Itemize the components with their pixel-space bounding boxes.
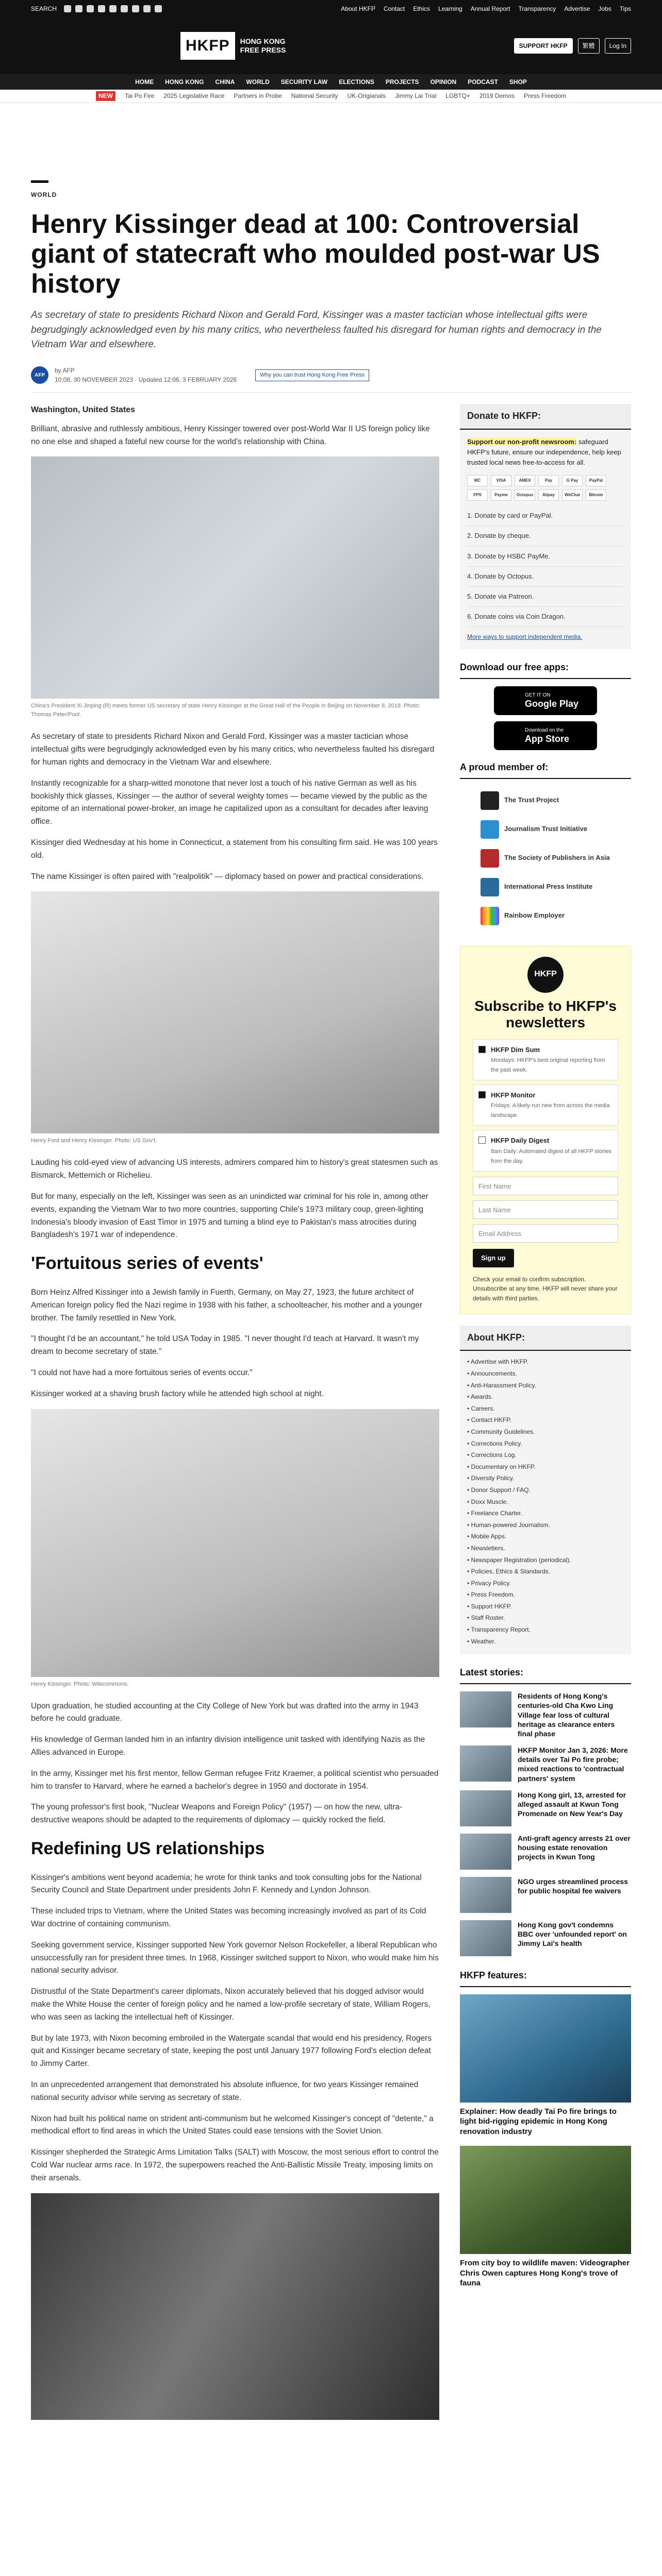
option-title: HKFP Monitor — [491, 1091, 536, 1099]
google-play-button[interactable] — [494, 686, 597, 715]
latest-headline[interactable]: Anti-graft agency arrests 21 over housing estate renovation projects in Kwun Tong — [518, 1834, 631, 1861]
option-title: HKFP Dim Sum — [491, 1045, 540, 1054]
kicker-line — [31, 180, 48, 183]
photo-mao-kissinger — [31, 2193, 439, 2420]
nav-item[interactable]: SECURITY LAW — [280, 78, 328, 86]
donate-body: safeguard HKFP's future, ensure our independence, help keep trusted local news free-to-access for all. — [467, 437, 621, 467]
nav-item[interactable]: PROJECTS — [385, 78, 419, 86]
first-name-input[interactable]: First Name — [473, 1177, 618, 1195]
subheading: Redefining US relationships — [31, 1838, 265, 1858]
latest-thumb — [460, 1834, 511, 1870]
about-link[interactable]: • Corrections Log. — [467, 1449, 631, 1461]
paragraph: Instantly recognizable for a sharp-witted monotone that never lost a touch of his native German as well as his bookishly thick glasses, Kissinger — the author of several weighty tomes — became viewed by the public as the epitome of an international power-broker, an image he capitalized upon as a consultant for decades after leaving office. — [31, 778, 428, 826]
paragraph: But by late 1973, with Nixon becoming embroiled in the Watergate scandal that would end his presidency, Rogers quit and Kissinger became secretary of state, keeping the post until January 1977 following Ford's election defeat to Jimmy Carter. — [31, 2033, 432, 2069]
donate-box — [460, 404, 631, 649]
top-link[interactable]: Advertise — [564, 5, 590, 12]
social-icons — [64, 5, 162, 12]
logo-line: HONG KONG — [240, 37, 286, 46]
paragraph: Lauding his cold-eyed view of advancing US interests, admirers compared him to history's great statesmen such as Bismarck, Metternich or Richelieu. — [31, 1158, 438, 1180]
topic-link[interactable]: Tai Po Fire — [124, 92, 155, 100]
sidebar — [460, 404, 631, 2423]
latest-thumb — [460, 1691, 511, 1727]
member-label: Journalism Trust Initiative — [504, 825, 588, 833]
nav-item[interactable]: WORLD — [246, 78, 270, 86]
logo-mark: HKFP — [180, 32, 235, 60]
topic-link[interactable]: Jimmy Lai Trial — [395, 92, 437, 100]
features-title: HKFP features: — [460, 1969, 631, 1987]
latest-thumb — [460, 1745, 511, 1782]
latest-item[interactable] — [460, 1877, 631, 1913]
top-link[interactable]: Tips — [619, 5, 631, 12]
latest-headline[interactable]: Residents of Hong Kong's centuries-old Cha Kwo Ling Village fear loss of cultural heritage as clearance enters final phase — [518, 1692, 615, 1738]
latest-thumb — [460, 1790, 511, 1826]
topic-link[interactable]: Partners in Probe — [234, 92, 282, 100]
about-link[interactable]: • Support HKFP. — [467, 1601, 631, 1613]
nav-item[interactable]: ELECTIONS — [339, 78, 374, 86]
about-link[interactable]: • Advertise with HKFP. — [467, 1356, 631, 1368]
nav-item[interactable]: SHOP — [509, 78, 527, 86]
member-item[interactable] — [460, 902, 631, 930]
donate-option[interactable]: 1. Donate by card or PayPal. — [467, 506, 624, 526]
about-link[interactable]: • Freelance Charter. — [467, 1507, 631, 1519]
facebook-icon[interactable] — [64, 5, 71, 12]
member-label: International Press Institute — [504, 883, 593, 891]
logo-text — [240, 37, 286, 55]
member-item[interactable] — [460, 815, 631, 844]
paragraph: These included trips to Vietnam, where the United States was becoming increasingly involved as part of its Cold War doctrine of containing communism. — [31, 1907, 426, 1929]
latest-item[interactable] — [460, 1745, 631, 1783]
author-avatar: AFP — [31, 366, 48, 384]
payment-icon: G Pay — [562, 475, 583, 486]
about-link[interactable]: • Human-powered Journalism. — [467, 1519, 631, 1531]
paragraph: "I could not have had a more fortuitous series of events occur." — [31, 1368, 253, 1377]
paragraph: Kissinger worked at a shaving brush factory while he attended high school at night. — [31, 1389, 324, 1398]
donate-option[interactable]: 4. Donate by Octopus. — [467, 567, 624, 587]
nav-item[interactable]: HONG KONG — [165, 78, 204, 86]
about-link[interactable]: • Awards. — [467, 1391, 631, 1403]
donate-text — [460, 430, 631, 475]
top-link[interactable]: Transparency — [518, 5, 556, 12]
about-link[interactable]: • Anti-Harassment Policy. — [467, 1380, 631, 1392]
site-logo[interactable] — [180, 32, 286, 60]
subheading: 'Fortuitous series of events' — [31, 1253, 263, 1274]
latest-item[interactable] — [460, 1834, 631, 1870]
about-link[interactable]: • Weather. — [467, 1636, 631, 1648]
about-link[interactable]: • Mobile Apps. — [467, 1531, 631, 1543]
email-icon[interactable] — [143, 5, 151, 12]
paragraph: Kissinger shepherded the Strategic Arms Limitation Talks (SALT) with Moscow, the most serious effort to control the Cold War nuclear arms race. In 1972, the superpowers reached the Anti-Ballistic Missile Treaty, imposing limits on their arsenals. — [31, 2148, 439, 2182]
latest-headline[interactable]: Hong Kong girl, 13, arrested for alleged assault at Kwun Tong Promenade on New Year's Day — [518, 1790, 626, 1818]
instagram-icon[interactable] — [87, 5, 94, 12]
about-link[interactable]: • Newsletters. — [467, 1543, 631, 1554]
member-title: A proud member of: — [460, 760, 631, 779]
support-button[interactable]: SUPPORT HKFP — [514, 38, 573, 54]
photo-caption: Henry Ford and Henry Kissinger. Photo: US Gov't. — [31, 1138, 157, 1144]
photo-ford-kissinger — [31, 891, 439, 1133]
topic-link[interactable]: 2025 Legislative Race — [163, 92, 225, 100]
top-link[interactable]: Annual Report — [470, 5, 510, 12]
checkbox-checked-icon[interactable] — [478, 1091, 486, 1098]
about-link[interactable]: • Donor Support / FAQ. — [467, 1484, 631, 1496]
payment-icon: VISA — [491, 475, 511, 486]
donate-options — [460, 506, 631, 627]
paragraph: The young professor's first book, "Nuclear Weapons and Foreign Policy" (1957) — on how the new, ultra-destructive weapons should be adapted to the requirements of diplomacy — quickly rocked the field. — [31, 1803, 403, 1825]
ipi-icon — [481, 878, 499, 896]
divider — [31, 392, 631, 393]
logo-line: FREE PRESS — [240, 46, 286, 54]
as-small: Download on the — [525, 727, 564, 733]
payment-icon: Pay — [538, 475, 559, 486]
paragraph: In an unprecedented arrangement that demonstrated his absolute influence, for two years Kissinger remained national security advisor while serving as secretary of state. — [31, 2080, 419, 2102]
donate-option[interactable]: 3. Donate by HSBC PayMe. — [467, 547, 624, 567]
paragraph: Distrustful of the State Department's career diplomats, Nixon accurately believed that his dogged advisor would make the White House the center of foreign policy and he named a low-profile secretary of state, William Rogers, who was seen as lacking the intellectual heft of Kissinger. — [31, 1987, 431, 2022]
site-header — [0, 18, 662, 74]
login-button[interactable]: Log In — [605, 38, 631, 54]
paragraph: As secretary of state to presidents Richard Nixon and Gerald Ford, Kissinger was a master tactician whose intellectual gifts were begrudgingly acknowledged even by his many critics, who nevertheless faulted his disregard for human rights and democracy in the Vietnam War and elsewhere. — [31, 732, 435, 767]
about-link[interactable]: • Community Guidelines. — [467, 1426, 631, 1438]
newsletter-title: Subscribe to HKFP's newsletters — [474, 997, 617, 1030]
nav-item[interactable]: PODCAST — [468, 78, 498, 86]
article-dates: 10:08, 30 NOVEMBER 2023 · Updated 12:06, 3 FEBRUARY 2026 — [55, 376, 237, 384]
latest-item[interactable] — [460, 1920, 631, 1956]
member-label: Rainbow Employer — [504, 911, 565, 920]
latest-item[interactable] — [460, 1790, 631, 1826]
donate-option[interactable]: 5. Donate via Patreon. — [467, 587, 624, 607]
payment-icon: Payme — [491, 489, 511, 501]
about-box — [460, 1326, 631, 1655]
option-desc: Fridays: A likely-run new from across the media landscape. — [491, 1103, 610, 1119]
payment-icon: Octopus — [515, 489, 535, 501]
photo-xi-kissinger — [31, 456, 439, 699]
paragraph: Upon graduation, he studied accounting at the City College of New York but was drafted into the army in 1943 before he could graduate. — [31, 1701, 419, 1723]
feature-headline[interactable]: Explainer: How deadly Tai Po fire brings to light bid-rigging epidemic in Hong Kong renovation industry — [460, 2107, 617, 2136]
payment-icon: MC — [467, 475, 488, 486]
paragraph: But for many, especially on the left, Kissinger was seen as an unindicted war criminal for his role in, among other events, expanding the Vietnam War to two more countries, supporting Chile's 1973 military coup, green-lighting Indonesia's bloody invasion of East Timor in 1975 and turning a blind eye to Pakistan's mass atrocities during Bangladesh's 1971 war of independence. — [31, 1192, 428, 1240]
top-link[interactable]: Jobs — [598, 5, 611, 12]
donate-highlight[interactable]: Support our non-profit newsroom: — [467, 437, 577, 446]
about-list — [460, 1351, 631, 1647]
language-button[interactable]: 繁體 — [578, 38, 600, 54]
option-desc: 8am Daily: Automated digest of all HKFP stories from the day. — [491, 1148, 611, 1164]
latest-thumb — [460, 1920, 511, 1956]
nav-item[interactable]: HOME — [135, 78, 154, 86]
x-icon[interactable] — [75, 5, 82, 12]
gp-big: Google Play — [525, 699, 579, 709]
paragraph: "I thought I'd be an accountant," he told USA Today in 1985. "I never thought I'd teach at Harvard. It wasn't my dream to become secretary of state." — [31, 1334, 419, 1357]
about-link[interactable]: • Press Freedom. — [467, 1589, 631, 1601]
top-link[interactable]: Learning — [438, 5, 462, 12]
nav-item[interactable]: CHINA — [215, 78, 235, 86]
telegram-icon[interactable] — [132, 5, 139, 12]
app-store-button[interactable] — [494, 721, 597, 750]
about-link[interactable]: • Doxx Muscle. — [467, 1496, 631, 1508]
youtube-icon[interactable] — [121, 5, 128, 12]
rss-icon[interactable] — [155, 5, 162, 12]
top-bar — [0, 0, 662, 18]
paragraph: Kissinger died Wednesday at his home in Connecticut, a statement from his consulting firm said. He was 100 years old. — [31, 838, 438, 860]
top-link[interactable]: About HKFP — [341, 5, 375, 12]
about-link[interactable]: • Transparency Report. — [467, 1624, 631, 1636]
member-label: The Trust Project — [504, 796, 559, 804]
about-link[interactable]: • Contact HKFP. — [467, 1414, 631, 1426]
about-link[interactable]: • Announcements. — [467, 1368, 631, 1380]
latest-headline[interactable]: Hong Kong gov't condemns BBC over 'unfounded report' on Jimmy Lai's health — [518, 1920, 627, 1948]
donate-option[interactable]: 2. Donate by cheque. — [467, 526, 624, 546]
latest-headline[interactable]: HKFP Monitor Jan 3, 2026: More details over Tai Po fire probe; mixed reactions to 'contractual partners' system — [518, 1746, 628, 1783]
latest-headline[interactable]: NGO urges streamlined process for public hospital fee waivers — [518, 1877, 628, 1895]
photo-kissinger — [31, 1409, 439, 1677]
payment-icon: PayPal — [586, 475, 606, 486]
search-link[interactable]: SEARCH — [31, 5, 57, 12]
more-ways-link[interactable]: More ways to support independent media. — [467, 633, 583, 641]
article-body — [31, 404, 439, 2423]
about-link[interactable]: • Corrections Policy. — [467, 1438, 631, 1450]
article-title: Henry Kissinger dead at 100: Controversial giant of statecraft who moulded post-war US history — [31, 209, 600, 299]
member-item[interactable] — [460, 844, 631, 873]
donate-option[interactable]: 6. Donate coins via Coin Dragon. — [467, 607, 624, 627]
option-desc: Mondays: HKFP's best original reporting from the past week. — [491, 1057, 605, 1074]
paragraph: His knowledge of German landed him in an infantry division intelligence unit tasked with identifying Nazis as the Allies advanced in Europe. — [31, 1735, 425, 1757]
photo-caption: Henry Kissinger. Photo: Wikicommons. — [31, 1681, 129, 1687]
byline — [31, 366, 631, 385]
about-title: About HKFP: — [460, 1326, 631, 1351]
payment-icon: Bitcoin — [586, 489, 606, 501]
as-big: App Store — [525, 734, 570, 744]
new-badge: NEW — [96, 91, 115, 101]
author-name[interactable]: by AFP — [55, 366, 75, 374]
latest-title: Latest stories: — [460, 1666, 631, 1684]
newsletter-option[interactable] — [473, 1084, 618, 1126]
about-link[interactable]: • Documentary on HKFP. — [467, 1461, 631, 1473]
nav-item[interactable]: OPINION — [430, 78, 457, 86]
checkbox-icon[interactable] — [478, 1137, 486, 1144]
jti-icon — [481, 820, 499, 839]
rainbow-icon — [481, 907, 499, 925]
latest-thumb — [460, 1877, 511, 1913]
trust-project-icon — [481, 791, 499, 810]
checkbox-checked-icon[interactable] — [478, 1046, 486, 1053]
feature-headline[interactable]: From city boy to wildlife maven: Videographer Chris Owen captures Hong Kong's trove of fauna — [460, 2259, 630, 2288]
signup-button[interactable]: Sign up — [473, 1249, 514, 1267]
member-item[interactable] — [460, 786, 631, 815]
apps-title: Download our free apps: — [460, 660, 631, 679]
sopa-icon — [481, 849, 499, 868]
standfirst: As secretary of state to presidents Richard Nixon and Gerald Ford, Kissinger was a master tactician whose intellectual gifts were begrudgingly acknowledged even by his many critics, who nevertheless faulted his disregard for human rights and democracy in the Vietnam War and elsewhere. — [31, 310, 602, 350]
topic-link[interactable]: National Security — [291, 92, 338, 100]
linkedin-icon[interactable] — [109, 5, 117, 12]
threads-icon[interactable] — [98, 5, 105, 12]
trust-link[interactable]: Why you can trust Hong Kong Free Press — [255, 369, 369, 381]
paragraph: Nixon had built his political name on strident anti-communism but he welcomed Kissinger's concept of "detente," a methodical effort to find areas in which the United States could ease tensions with the Soviet Union. — [31, 2114, 434, 2136]
payment-icon: WeChat — [562, 489, 583, 501]
topic-link[interactable]: LGBTQ+ — [445, 92, 470, 100]
section-label[interactable]: WORLD — [31, 191, 57, 198]
article-wrapper — [31, 103, 631, 2423]
top-links — [341, 4, 631, 14]
top-link[interactable]: Contact — [383, 5, 405, 12]
about-link[interactable]: • Policies, Ethics & Standards. — [467, 1566, 631, 1578]
paragraph: In the army, Kissinger met his first mentor, fellow German refugee Fritz Kraemer, a political scientist who persuaded him to transfer to Harvard, where he earned a bachelor's degree in 1950 and doctorate in 1954. — [31, 1769, 439, 1791]
paragraph: Born Heinz Alfred Kissinger into a Jewish family in Fuerth, Germany, on May 27, 1923, the future architect of American foreign policy fled the Nazi regime in 1938 with his father, a schoolteacher, his mother and a younger brother. The family resettled in New York. — [31, 1287, 423, 1323]
about-link[interactable]: • Careers. — [467, 1403, 631, 1415]
top-link[interactable]: Ethics — [413, 5, 431, 12]
member-label: The Society of Publishers in Asia — [504, 854, 610, 862]
about-link[interactable]: • Staff Roster. — [467, 1612, 631, 1624]
topic-link[interactable]: Press Freedom — [523, 92, 567, 100]
paragraph: Seeking government service, Kissinger supported New York governor Nelson Rockefeller, a liberal Republican who unsuccessfully ran for president three times. In 1968, Kissinger switched support to Nixon, who would make him his national security advisor. — [31, 1940, 439, 1975]
payment-icons — [460, 475, 631, 506]
payment-icon: FPS — [467, 489, 488, 501]
payment-icon: AMEX — [515, 475, 535, 486]
newsletter-option[interactable] — [473, 1039, 618, 1080]
paragraph: The name Kissinger is often paired with "realpolitik" — diplomacy based on power and practical considerations. — [31, 872, 424, 881]
newsletter-fineprint: Check your email to confirm subscription. Unsubscribe at any time. HKFP will never share your details with third parties. — [473, 1275, 618, 1302]
option-title: HKFP Daily Digest — [491, 1137, 550, 1145]
feature-image[interactable] — [460, 2146, 631, 2254]
topic-link[interactable]: UK-Origianals — [347, 92, 386, 100]
topic-ticker — [0, 90, 662, 103]
topic-link[interactable]: 2019 Demos — [479, 92, 515, 100]
main-nav — [0, 74, 662, 90]
last-name-input[interactable]: Last Name — [473, 1200, 618, 1219]
photo-caption: China's President Xi Jinping (R) meets former US secretary of state Henry Kissinger at the Great Hall of the People in Beijing on November 8, 2019. Photo: Thomas Peter/Pool. — [31, 703, 420, 718]
about-link[interactable]: • Privacy Policy. — [467, 1578, 631, 1589]
member-item[interactable] — [460, 873, 631, 902]
paragraph: Kissinger's ambitions went beyond academia; he wrote for think tanks and took consulting jobs for the National Security Council and State Department under presidents John F. Kennedy and Lyndon Johnson. — [31, 1873, 422, 1895]
about-link[interactable]: • Newspaper Registration (periodical). — [467, 1554, 631, 1566]
gp-small: GET IT ON — [525, 692, 551, 698]
donate-title: Donate to HKFP: — [460, 404, 631, 430]
newsletter-option[interactable] — [473, 1130, 618, 1171]
feature-image[interactable] — [460, 1994, 631, 2103]
email-input[interactable]: Email Address — [473, 1224, 618, 1243]
about-link[interactable]: • Diversity Policy. — [467, 1472, 631, 1484]
newsletter-logo: HKFP — [527, 957, 564, 993]
newsletter-box — [460, 946, 631, 1314]
paragraph: Brilliant, abrasive and ruthlessly ambitious, Henry Kissinger towered over post-World War II US foreign policy like no one else and shaped a fateful new course for the world's relationship with China. — [31, 424, 430, 446]
dateline: Washington, United States — [31, 405, 136, 414]
payment-icon: Alipay — [538, 489, 559, 501]
latest-item[interactable] — [460, 1691, 631, 1738]
